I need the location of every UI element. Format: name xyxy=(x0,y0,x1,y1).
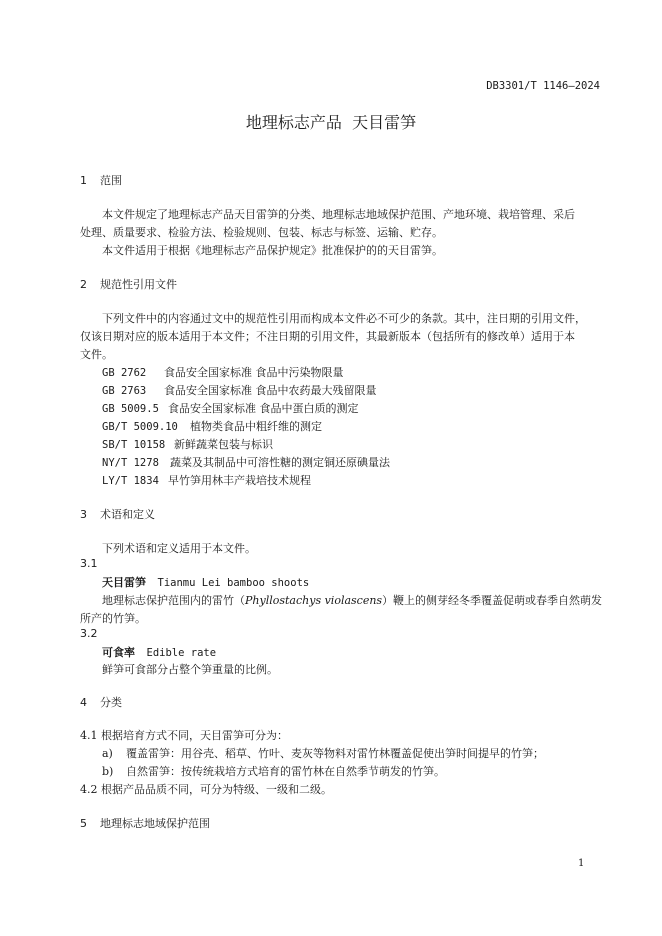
reference-title: 植物类食品中粗纤维的测定 xyxy=(190,420,322,433)
reference-title: 食品安全国家标准 食品中蛋白质的测定 xyxy=(168,402,359,415)
section-number: 5 xyxy=(80,817,87,830)
reference-code: NY/T 1278 xyxy=(102,457,159,469)
reference-code: GB 2763 xyxy=(102,385,147,397)
definition-text: 地理标志保护范围内的雷竹（ xyxy=(102,594,245,607)
reference-code: GB 2762 xyxy=(102,367,147,379)
page-number: 1 xyxy=(578,858,585,869)
term-chinese: 天目雷笋 xyxy=(102,576,146,589)
normative-reference xyxy=(102,418,322,434)
paragraph-line: 本文件适用于根据《地理标志产品保护规定》批准保护的的天目雷笋。 xyxy=(102,244,443,257)
reference-title: 食品安全国家标准 食品中农药最大残留限量 xyxy=(164,384,377,397)
term-english: Tianmu Lei bamboo shoots xyxy=(157,577,310,589)
paragraph-line: 下列术语和定义适用于本文件。 xyxy=(102,542,256,555)
section-title: 分类 xyxy=(100,696,122,709)
list-text: 覆盖雷笋：用谷壳、稻草、竹叶、麦灰等物料对雷竹林覆盖促使出笋时间提早的竹笋； xyxy=(126,747,544,760)
section-title: 范围 xyxy=(100,174,122,187)
term-number: 3.2 xyxy=(80,627,98,640)
section-title: 术语和定义 xyxy=(100,508,155,521)
definition-text: ）鞭上的侧芽经冬季覆盖促萌或春季自然萌发 xyxy=(382,594,603,607)
section-heading-5 xyxy=(80,815,210,831)
term-heading xyxy=(102,644,216,660)
clause-4-1: 4.1 根据培育方式不同，天目雷笋可分为： xyxy=(80,729,288,742)
term-chinese: 可食率 xyxy=(102,646,135,659)
reference-code: GB/T 5009.10 xyxy=(102,421,178,433)
document-title: 地理标志产品 天目雷笋 xyxy=(245,113,417,132)
paragraph-line: 文件。 xyxy=(80,348,113,361)
normative-reference xyxy=(102,436,273,452)
normative-reference xyxy=(102,472,311,488)
normative-reference xyxy=(102,400,359,416)
reference-code: GB 5009.5 xyxy=(102,403,159,415)
list-label: a) xyxy=(102,747,113,760)
paragraph-line: 本文件规定了地理标志产品天目雷笋的分类、地理标志地域保护范围、产地环境、栽培管理、采后 xyxy=(102,208,575,221)
section-title: 地理标志地域保护范围 xyxy=(100,817,210,830)
reference-code: LY/T 1834 xyxy=(102,475,159,487)
reference-title: 新鲜蔬菜包装与标识 xyxy=(174,438,273,451)
latin-name: Phyllostachys violascens xyxy=(245,594,383,607)
clause-4-2: 4.2 根据产品品质不同，可分为特级、一级和二级。 xyxy=(80,783,332,796)
list-text: 自然雷笋：按传统栽培方式培育的雷竹林在自然季节萌发的竹笋。 xyxy=(126,765,445,778)
document-number: DB3301/T 1146—2024 xyxy=(486,80,600,92)
reference-title: 食品安全国家标准 食品中污染物限量 xyxy=(164,366,344,379)
term-definition-line: 所产的竹笋。 xyxy=(80,612,146,625)
section-title: 规范性引用文件 xyxy=(100,278,177,291)
normative-reference xyxy=(102,382,377,398)
section-heading-3 xyxy=(80,506,155,522)
normative-reference xyxy=(102,364,344,380)
term-definition-line xyxy=(102,592,602,608)
paragraph-line: 下列文件中的内容通过文中的规范性引用而构成本文件必不可少的条款。其中，注日期的引用文件， xyxy=(102,312,586,325)
section-heading-1 xyxy=(80,172,122,188)
term-heading xyxy=(102,574,309,590)
section-number: 1 xyxy=(80,174,87,187)
list-item xyxy=(102,763,445,779)
reference-title: 早竹笋用林丰产栽培技术规程 xyxy=(168,474,311,487)
section-number: 3 xyxy=(80,508,87,521)
section-heading-4 xyxy=(80,694,122,710)
reference-title: 蔬菜及其制品中可溶性糖的测定铜还原碘量法 xyxy=(170,456,390,469)
term-definition-line: 鲜笋可食部分占整个笋重量的比例。 xyxy=(102,663,278,676)
list-item xyxy=(102,745,544,761)
normative-reference xyxy=(102,454,390,470)
reference-code: SB/T 10158 xyxy=(102,439,166,451)
paragraph-line: 仅该日期对应的版本适用于本文件；不注日期的引用文件，其最新版本（包括所有的修改单）适用于本 xyxy=(80,330,575,343)
section-number: 2 xyxy=(80,278,87,291)
term-number: 3.1 xyxy=(80,557,98,570)
list-label: b) xyxy=(102,765,114,778)
paragraph-line: 处理、质量要求、检验方法、检验规则、包装、标志与标签、运输、贮存。 xyxy=(80,226,443,239)
section-number: 4 xyxy=(80,696,87,709)
term-english: Edible rate xyxy=(146,647,217,659)
section-heading-2 xyxy=(80,276,177,292)
